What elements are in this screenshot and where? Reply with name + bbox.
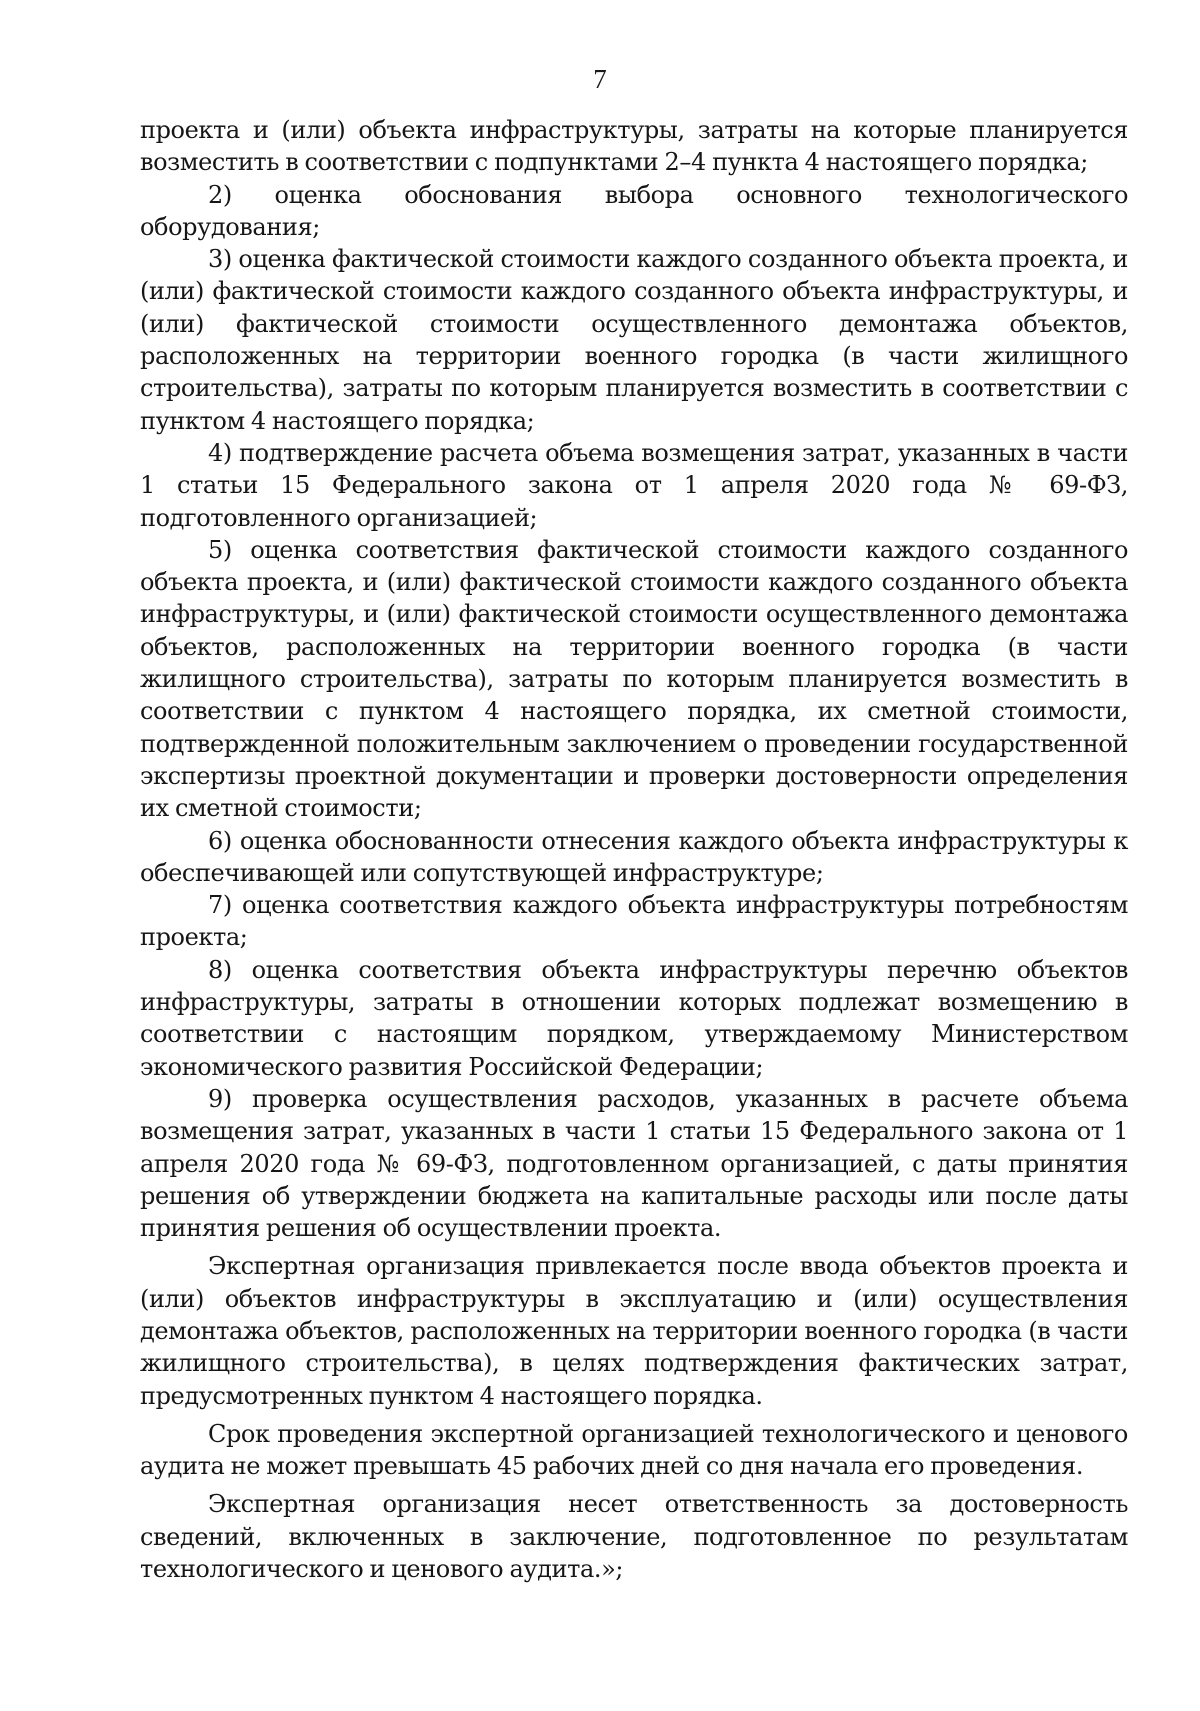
paragraph-intro-continuation: проекта и (или) объекта инфраструктуры, затраты на которые планируется возместить в соответствии с подпунктами 2–4 пункта 4 настоящего порядка; — [140, 116, 1128, 177]
paragraph-item-2: 2) оценка обоснования выбора основного технологического оборудования; — [140, 180, 1128, 241]
document-body — [140, 114, 1128, 1585]
paragraph-responsibility: Экспертная организация несет ответственность за достоверность сведений, включенных в заключение, подготовленное по результатам технологического и ценового аудита.»; — [140, 1490, 1128, 1584]
paragraph-item-5: 5) оценка соответствия фактической стоимости каждого созданного объекта проекта, и (или) фактической стоимости каждого созданного объекта инфраструктуры, и (или) фактической стоимости осуществленного демонтажа объектов, расположенных на территории военного городка (в части жилищного строительства), затраты по которым планируется возместить в соответствии с пунктом 4 настоящего порядка, их сметной стоимости, подтвержденной положительным заключением о проведении государственной экспертизы проектной документации и проверки достоверности определения их сметной стоимости; — [140, 535, 1128, 823]
paragraph-audit-deadline: Срок проведения экспертной организацией технологического и ценового аудита не может превышать 45 рабочих дней со дня начала его проведения. — [140, 1419, 1128, 1481]
paragraph-item-8: 8) оценка соответствия объекта инфраструктуры перечню объектов инфраструктуры, затраты в отношении которых подлежат возмещению в соответствии с настоящим порядком, утверждаемому Министерством экономического развития Российской Федерации; — [140, 955, 1128, 1081]
paragraph-item-4: 4) подтверждение расчета объема возмещения затрат, указанных в части 1 статьи 15 Федерального закона от 1 апреля 2020 года № 69-ФЗ, подготовленного организацией; — [140, 438, 1128, 532]
paragraph-item-6: 6) оценка обоснованности отнесения каждого объекта инфраструктуры к обеспечивающей или сопутствующей инфраструктуре; — [140, 826, 1128, 887]
paragraph-item-9: 9) проверка осуществления расходов, указанных в расчете объема возмещения затрат, указанных в части 1 статьи 15 Федерального закона от 1 апреля 2020 года № 69-ФЗ, подготовленном организацией, с даты принятия решения об утверждении бюджета на капитальные расходы или после даты принятия решения об осуществлении проекта. — [140, 1084, 1128, 1243]
paragraph-item-3: 3) оценка фактической стоимости каждого созданного объекта проекта, и (или) фактической стоимости каждого созданного объекта инфраструктуры, и (или) фактической стоимости осуществленного демонтажа объектов, расположенных на территории военного городка (в части жилищного строительства), затраты по которым планируется возместить в соответствии с пунктом 4 настоящего порядка; — [140, 245, 1128, 435]
paragraph-expert-engagement: Экспертная организация привлекается после ввода объектов проекта и (или) объектов инфраструктуры в эксплуатацию и (или) осуществления демонтажа объектов, расположенных на территории военного городка (в части жилищного строительства), в целях подтверждения фактических затрат, предусмотренных пунктом 4 настоящего порядка. — [140, 1252, 1128, 1410]
paragraph-item-7: 7) оценка соответствия каждого объекта инфраструктуры потребностям проекта; — [140, 891, 1128, 952]
page-number: 7 — [593, 64, 607, 94]
